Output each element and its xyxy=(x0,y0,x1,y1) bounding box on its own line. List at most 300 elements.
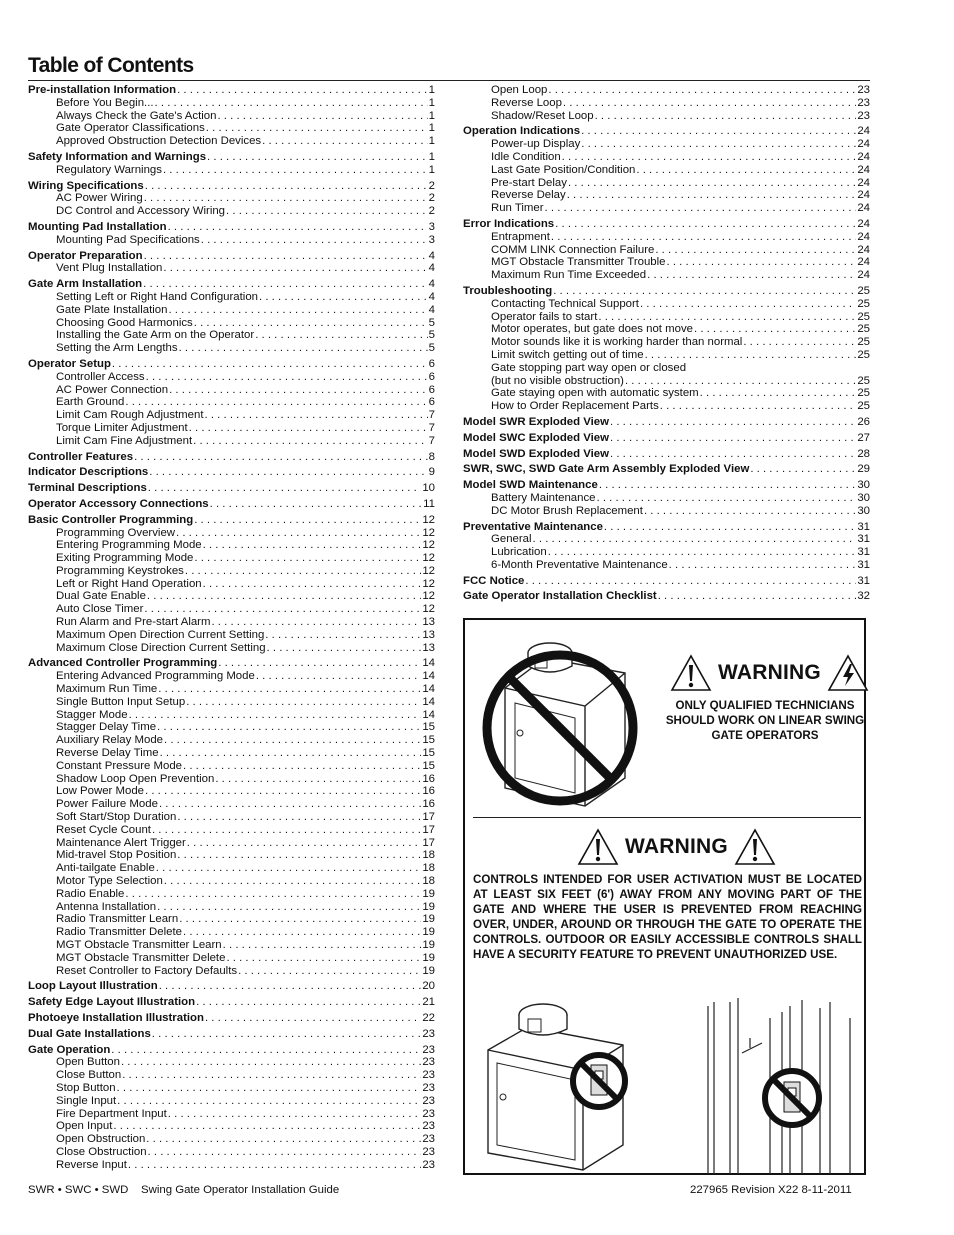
toc-section-entry[interactable] xyxy=(28,151,435,164)
toc-subentry[interactable] xyxy=(28,590,435,603)
dot-leader xyxy=(117,1082,422,1095)
toc-page-number: 3 xyxy=(428,220,435,233)
toc-page-number: 8 xyxy=(428,450,435,463)
dot-leader xyxy=(164,734,421,747)
toc-section-entry[interactable] xyxy=(28,358,435,371)
dot-leader xyxy=(595,110,857,123)
toc-subentry[interactable] xyxy=(463,298,870,311)
toc-section-entry[interactable] xyxy=(463,590,870,603)
toc-subentry[interactable] xyxy=(28,696,435,709)
toc-section-entry[interactable] xyxy=(463,416,870,429)
toc-entry-title: Dual Gate Installations xyxy=(28,1027,151,1040)
toc-subentry[interactable] xyxy=(28,798,435,811)
toc-subentry[interactable] xyxy=(463,336,870,349)
toc-entry-title: Contacting Technical Support xyxy=(491,297,639,310)
toc-entry-title: Radio Transmitter Delete xyxy=(56,926,182,939)
toc-section-entry[interactable] xyxy=(28,657,435,670)
toc-subentry[interactable] xyxy=(28,135,435,148)
toc-page-number: 2 xyxy=(428,205,435,218)
toc-page-number: 18 xyxy=(422,862,435,875)
toc-section-entry[interactable] xyxy=(463,218,870,231)
toc-entry-title: Setting Left or Right Hand Configuration xyxy=(56,290,258,303)
warning-text-1: ONLY QUALIFIED TECHNICIANS SHOULD WORK ON LINEAR SWING GATE OPERATORS xyxy=(665,699,865,742)
toc-subentry[interactable] xyxy=(28,603,435,616)
dot-leader xyxy=(122,1069,421,1082)
toc-section xyxy=(463,125,870,215)
toc-subentry[interactable] xyxy=(28,371,435,384)
toc-subentry[interactable] xyxy=(28,709,435,722)
gate-control-prohibited-illustration xyxy=(690,998,862,1174)
toc-subentry[interactable] xyxy=(28,1082,435,1095)
dot-leader xyxy=(196,996,421,1009)
toc-subentry[interactable] xyxy=(28,1108,435,1121)
toc-subentry[interactable] xyxy=(28,164,435,177)
toc-subentry[interactable] xyxy=(28,811,435,824)
toc-page-number: 16 xyxy=(422,772,435,785)
toc-entry-title: DC Control and Accessory Wiring xyxy=(56,205,226,218)
dot-leader xyxy=(207,151,428,164)
toc-subentry[interactable] xyxy=(28,670,435,683)
dot-leader xyxy=(186,696,421,709)
toc-entry-title: Maximum Open Direction Current Setting xyxy=(56,628,265,641)
toc-right-column xyxy=(463,84,870,606)
toc-entry-title: Safety Edge Layout Illustration xyxy=(28,996,196,1009)
toc-section xyxy=(463,521,870,572)
toc-subentry[interactable] xyxy=(28,578,435,591)
toc-subentry[interactable] xyxy=(463,387,870,400)
dot-leader xyxy=(163,164,428,177)
toc-page-number: 12 xyxy=(422,552,435,565)
dot-leader xyxy=(218,657,421,670)
toc-page-number: 6 xyxy=(428,383,435,396)
toc-subentry[interactable] xyxy=(463,244,870,257)
toc-entry-title: Power-up Display xyxy=(491,138,581,151)
toc-subentry[interactable] xyxy=(28,1069,435,1082)
toc-section xyxy=(463,575,870,588)
toc-section-entry[interactable] xyxy=(28,451,435,464)
dot-leader xyxy=(169,384,428,397)
dot-leader xyxy=(238,965,421,978)
toc-entry-title: Indicator Descriptions xyxy=(28,466,149,479)
dot-leader xyxy=(206,122,428,135)
toc-entry-title: MGT Obstacle Transmitter Trouble xyxy=(491,256,666,269)
toc-page-number: 24 xyxy=(857,163,870,176)
toc-section-entry[interactable] xyxy=(28,84,435,97)
toc-subentry[interactable] xyxy=(28,913,435,926)
toc-subentry[interactable] xyxy=(28,565,435,578)
toc-page-number: 21 xyxy=(422,996,435,1009)
toc-page-number: 19 xyxy=(422,926,435,939)
toc-subentry[interactable] xyxy=(463,269,870,282)
toc-subentry[interactable] xyxy=(463,349,870,362)
dot-leader xyxy=(193,435,428,448)
toc-entry-title: MGT Obstacle Transmitter Learn xyxy=(56,939,222,951)
toc-section-entry[interactable] xyxy=(463,463,870,476)
warning-label-2: WARNING xyxy=(625,835,728,858)
toc-subentry[interactable] xyxy=(28,616,435,629)
toc-subentry[interactable] xyxy=(463,84,870,97)
toc-entry-title: Motor Type Selection xyxy=(56,875,163,888)
toc-section xyxy=(28,278,435,355)
toc-page-number: 4 xyxy=(428,278,435,291)
toc-subentry[interactable] xyxy=(463,311,870,324)
toc-subentry[interactable] xyxy=(28,760,435,773)
toc-section-entry[interactable] xyxy=(28,180,435,193)
toc-subentry[interactable] xyxy=(28,1133,435,1146)
toc-page-number: 1 xyxy=(428,150,435,163)
toc-page-number: 10 xyxy=(422,482,435,495)
toc-subentry[interactable] xyxy=(28,747,435,760)
dot-leader xyxy=(189,422,428,435)
toc-subentry[interactable] xyxy=(28,317,435,330)
toc-page-number: 17 xyxy=(422,811,435,824)
toc-entry-title: Reverse Delay xyxy=(491,189,566,202)
toc-subentry[interactable] xyxy=(28,384,435,397)
toc-subentry[interactable] xyxy=(463,546,870,559)
toc-subentry[interactable] xyxy=(28,939,435,952)
toc-subentry[interactable] xyxy=(463,202,870,215)
dot-leader xyxy=(644,505,856,518)
toc-page-number: 23 xyxy=(857,109,870,122)
toc-entry-title: Loop Layout Illustration xyxy=(28,980,158,993)
toc-subentry[interactable] xyxy=(28,234,435,247)
toc-subentry[interactable] xyxy=(28,1159,435,1172)
toc-subentry[interactable] xyxy=(28,734,435,747)
dot-leader xyxy=(205,1012,421,1025)
toc-section xyxy=(28,980,435,993)
toc-section-entry[interactable] xyxy=(28,996,435,1009)
toc-subentry[interactable] xyxy=(28,1056,435,1069)
toc-page-number: 19 xyxy=(422,951,435,964)
dot-leader xyxy=(647,269,856,282)
toc-page-number: 24 xyxy=(857,138,870,151)
toc-subentry[interactable] xyxy=(28,629,435,642)
toc-page-number: 19 xyxy=(422,887,435,900)
toc-subentry[interactable] xyxy=(28,291,435,304)
toc-entry-title: Operation Indications xyxy=(463,125,581,138)
toc-entry-title: Single Button Input Setup xyxy=(56,695,186,708)
toc-subentry[interactable] xyxy=(28,329,435,342)
toc-page-number: 1 xyxy=(428,84,435,96)
toc-subentry[interactable] xyxy=(28,849,435,862)
toc-subentry[interactable] xyxy=(463,151,870,164)
toc-page-number: 19 xyxy=(422,939,435,951)
toc-entry-title: Reverse Input xyxy=(56,1158,127,1171)
toc-subentry[interactable] xyxy=(28,952,435,965)
toc-page-number: 24 xyxy=(857,243,870,256)
toc-subentry[interactable] xyxy=(28,773,435,786)
toc-entry-title: General xyxy=(491,533,532,546)
toc-page-number: 1 xyxy=(428,122,435,135)
toc-section xyxy=(28,1028,435,1041)
toc-entry-title: Stagger Mode xyxy=(56,708,128,721)
toc-subentry[interactable] xyxy=(28,396,435,409)
toc-entry-title: Power Failure Mode xyxy=(56,798,158,811)
dot-leader xyxy=(113,1120,421,1133)
dot-leader xyxy=(185,565,421,578)
toc-page-number: 32 xyxy=(857,590,870,603)
dot-leader xyxy=(262,135,428,148)
toc-subentry[interactable] xyxy=(463,492,870,505)
toc-entry-title: Limit Cam Rough Adjustment xyxy=(56,409,204,422)
toc-section-entry[interactable] xyxy=(28,221,435,234)
toc-subentry[interactable] xyxy=(28,422,435,435)
toc-section-entry[interactable] xyxy=(28,1012,435,1025)
toc-section-entry[interactable] xyxy=(463,575,870,588)
toc-section xyxy=(28,358,435,448)
toc-subentry[interactable] xyxy=(463,256,870,269)
toc-page-number: 13 xyxy=(422,616,435,629)
dot-leader xyxy=(177,84,428,97)
toc-section-entry[interactable] xyxy=(28,1044,435,1057)
toc-subentry[interactable] xyxy=(28,837,435,850)
toc-subentry[interactable] xyxy=(28,683,435,696)
toc-subentry[interactable] xyxy=(463,110,870,123)
toc-subentry[interactable] xyxy=(28,304,435,317)
dot-leader xyxy=(148,482,422,495)
toc-subentry[interactable] xyxy=(28,888,435,901)
warning-label-1: WARNING xyxy=(718,661,821,684)
toc-entry-title: Model SWD Exploded View xyxy=(463,447,609,460)
toc-subentry[interactable] xyxy=(28,901,435,914)
toc-subentry[interactable] xyxy=(463,231,870,244)
toc-entry-title: (but no visible obstruction) xyxy=(491,374,624,387)
toc-subentry[interactable] xyxy=(463,533,870,546)
footer-left: SWR • SWC • SWD Swing Gate Operator Installation Guide xyxy=(28,1184,340,1196)
toc-entry-title: Shadow Loop Open Prevention xyxy=(56,772,215,785)
toc-subentry[interactable] xyxy=(28,926,435,939)
toc-section-entry[interactable] xyxy=(28,498,435,511)
toc-entry-title: Low Power Mode xyxy=(56,785,145,798)
toc-section xyxy=(463,84,870,122)
dot-leader xyxy=(164,875,422,888)
dot-leader xyxy=(159,980,422,993)
footer-right: 227965 Revision X22 8-11-2011 xyxy=(690,1184,852,1196)
toc-page-number: 25 xyxy=(857,387,870,400)
toc-subentry[interactable] xyxy=(28,122,435,135)
toc-section-entry[interactable] xyxy=(463,285,870,298)
toc-section-entry[interactable] xyxy=(463,521,870,534)
toc-page-number: 14 xyxy=(422,683,435,696)
toc-entry-title: Controller Access xyxy=(56,370,145,383)
toc-entry-title: Open Loop xyxy=(491,84,548,96)
toc-entry-title: DC Motor Brush Replacement xyxy=(491,504,643,517)
dot-leader xyxy=(183,760,421,773)
toc-page-number: 12 xyxy=(422,513,435,526)
toc-subentry[interactable] xyxy=(28,435,435,448)
toc-entry-title: Last Gate Position/Condition xyxy=(491,163,636,176)
toc-page-number: 24 xyxy=(857,230,870,243)
toc-page-number: 25 xyxy=(857,348,870,361)
toc-entry-title: Left or Right Hand Operation xyxy=(56,577,202,590)
dot-leader xyxy=(158,683,421,696)
toc-entry-title: Mounting Pad Specifications xyxy=(56,233,200,246)
toc-subentry[interactable] xyxy=(28,409,435,422)
toc-subentry[interactable] xyxy=(28,97,435,110)
dot-leader xyxy=(168,304,427,317)
toc-section-entry[interactable] xyxy=(28,980,435,993)
toc-subentry[interactable] xyxy=(463,97,870,110)
dot-leader xyxy=(187,837,422,850)
toc-entry-title: Model SWD Maintenance xyxy=(463,479,598,492)
toc-entry-title: SWR, SWC, SWD Gate Arm Assembly Exploded View xyxy=(463,463,750,476)
dot-leader xyxy=(700,387,857,400)
dot-leader xyxy=(111,1044,421,1057)
toc-page-number: 22 xyxy=(422,1011,435,1024)
toc-entry-title: Model SWR Exploded View xyxy=(463,415,609,428)
dot-leader xyxy=(226,952,421,965)
warning-header-1 xyxy=(670,654,869,692)
dot-leader xyxy=(148,1146,422,1159)
toc-section xyxy=(28,451,435,464)
toc-entry-title: Preventative Maintenance xyxy=(463,520,603,533)
toc-subentry[interactable] xyxy=(28,1095,435,1108)
toc-entry-title: Entering Advanced Programming Mode xyxy=(56,670,255,683)
toc-entry-title: Operator Preparation xyxy=(28,249,143,262)
dot-leader xyxy=(255,329,427,342)
dot-leader xyxy=(205,409,428,422)
toc-subentry[interactable] xyxy=(28,965,435,978)
toc-section-entry[interactable] xyxy=(28,514,435,527)
dot-leader xyxy=(596,492,856,505)
toc-page-number: 15 xyxy=(422,747,435,760)
toc-subentry[interactable] xyxy=(28,1146,435,1159)
toc-section-entry[interactable] xyxy=(28,482,435,495)
toc-section-entry[interactable] xyxy=(463,432,870,445)
toc-entry-title: Limit Cam Fine Adjustment xyxy=(56,434,193,447)
toc-subentry[interactable] xyxy=(463,138,870,151)
toc-left-column xyxy=(28,84,435,1175)
toc-subentry[interactable] xyxy=(28,527,435,540)
toc-entry-title: Troubleshooting xyxy=(463,284,553,297)
toc-entry-title: Dual Gate Enable xyxy=(56,590,146,603)
toc-subentry[interactable] xyxy=(463,559,870,572)
toc-page-number: 24 xyxy=(857,256,870,269)
dot-leader xyxy=(694,323,856,336)
dot-leader xyxy=(125,396,427,409)
dot-leader xyxy=(217,110,427,123)
toc-section-entry[interactable] xyxy=(463,479,870,492)
dot-leader xyxy=(599,479,857,492)
toc-subentry[interactable] xyxy=(28,192,435,205)
dot-leader xyxy=(567,189,857,202)
toc-section xyxy=(28,996,435,1009)
toc-section-entry[interactable] xyxy=(463,125,870,138)
toc-subentry[interactable] xyxy=(28,342,435,355)
dot-leader xyxy=(177,849,421,862)
toc-entry-title: Reverse Delay Time xyxy=(56,747,159,760)
toc-page-number: 13 xyxy=(422,628,435,641)
dot-leader xyxy=(256,670,422,683)
toc-page-number: 30 xyxy=(857,504,870,517)
toc-page-number: 27 xyxy=(857,431,870,444)
toc-page-number: 4 xyxy=(428,262,435,275)
toc-entry-title: FCC Notice xyxy=(463,574,525,587)
toc-entry-title: Photoeye Installation Illustration xyxy=(28,1011,204,1024)
toc-subentry[interactable] xyxy=(28,824,435,837)
dot-leader xyxy=(144,192,428,205)
toc-entry-title: Gate Operator Classifications xyxy=(56,122,205,135)
toc-entry-title: Terminal Descriptions xyxy=(28,482,147,495)
title-rule xyxy=(28,80,870,81)
toc-subentry[interactable] xyxy=(463,505,870,518)
toc-page-number: 18 xyxy=(422,875,435,888)
toc-page-number: 25 xyxy=(857,310,870,323)
toc-page-number: 24 xyxy=(857,269,870,282)
toc-page-number: 3 xyxy=(428,233,435,246)
toc-page-number: 1 xyxy=(428,135,435,148)
toc-section-entry[interactable] xyxy=(463,448,870,461)
toc-entry-title: Mid-travel Stop Position xyxy=(56,849,177,862)
dot-leader xyxy=(660,400,857,413)
dot-leader xyxy=(215,773,421,786)
warning-text-2: CONTROLS INTENDED FOR USER ACTIVATION MUST BE LOCATED AT LEAST SIX FEET (6') AWAY FROM ANY MOVING PART OF THE GATE AND WHERE THE USER IS PREVENTED FROM REACHING OVER, UNDER, AROUND OR THROUGH THE GATE TO OPERATE THE CONTROLS. OUTDOOR OR EASILY ACCESSIBLE CONTROLS SHALL HAVE A SECURITY FEATURE TO PREVENT UNAUTHORIZED USE. xyxy=(473,873,862,961)
toc-section-entry[interactable] xyxy=(28,250,435,263)
operator-prohibited-illustration xyxy=(475,628,645,808)
toc-subentry[interactable] xyxy=(28,205,435,218)
toc-subentry[interactable] xyxy=(463,375,870,388)
toc-page-number: 4 xyxy=(428,290,435,303)
dot-leader xyxy=(563,97,856,110)
toc-subentry[interactable] xyxy=(463,400,870,413)
toc-entry-title: Idle Condition xyxy=(491,150,561,163)
toc-entry-title: Basic Controller Programming xyxy=(28,513,194,526)
dot-leader xyxy=(267,642,422,655)
toc-entry-title: Programming Overview xyxy=(56,526,176,539)
toc-page-number: 23 xyxy=(422,1081,435,1094)
toc-page-number: 1 xyxy=(428,109,435,122)
toc-section-entry[interactable] xyxy=(28,278,435,291)
toc-entry-title: AC Power Connection xyxy=(56,383,169,396)
toc-section-entry[interactable] xyxy=(28,1028,435,1041)
toc-subentry[interactable] xyxy=(463,189,870,202)
toc-section xyxy=(463,590,870,603)
toc-page-number: 28 xyxy=(857,447,870,460)
toc-subentry[interactable] xyxy=(463,164,870,177)
toc-subentry[interactable] xyxy=(28,642,435,655)
toc-page-number: 14 xyxy=(422,708,435,721)
toc-subentry[interactable] xyxy=(28,552,435,565)
toc-page-number: 5 xyxy=(428,316,435,329)
toc-page-number: 23 xyxy=(422,1043,435,1056)
dot-leader xyxy=(548,546,857,559)
toc-entry-title: Radio Enable xyxy=(56,887,125,900)
toc-subentry[interactable] xyxy=(28,110,435,123)
toc-subentry[interactable] xyxy=(28,1120,435,1133)
toc-page-number: 6 xyxy=(428,396,435,409)
toc-page-number: 29 xyxy=(857,463,870,476)
toc-section xyxy=(463,218,870,282)
toc-page-number: 6 xyxy=(428,357,435,370)
toc-subentry[interactable] xyxy=(28,262,435,275)
toc-page-number: 1 xyxy=(428,163,435,176)
toc-page-number: 15 xyxy=(422,759,435,772)
toc-section-entry[interactable] xyxy=(28,466,435,479)
toc-page-number: 23 xyxy=(422,1056,435,1069)
toc-subentry[interactable] xyxy=(463,177,870,190)
toc-subentry[interactable] xyxy=(28,539,435,552)
toc-entry-title: Before You Begin... xyxy=(56,96,154,109)
toc-subentry[interactable] xyxy=(463,323,870,336)
dot-leader xyxy=(155,97,428,110)
toc-subentry[interactable] xyxy=(28,875,435,888)
toc-entry-title: Fire Department Input xyxy=(56,1107,167,1120)
toc-subentry[interactable] xyxy=(28,785,435,798)
toc-subentry[interactable] xyxy=(28,721,435,734)
dot-leader xyxy=(121,1056,421,1069)
toc-subentry[interactable] xyxy=(28,862,435,875)
toc-page-number: 31 xyxy=(857,546,870,559)
